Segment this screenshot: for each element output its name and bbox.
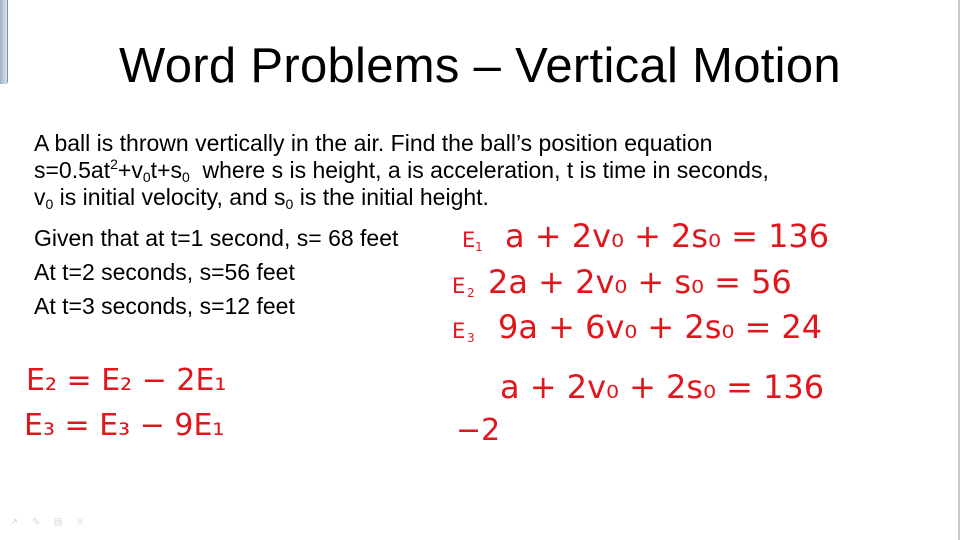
e3-subscript: 3 xyxy=(467,331,475,345)
pen-icon[interactable]: ✎ xyxy=(31,517,41,528)
v-symbol: v xyxy=(34,184,46,210)
problem-line-1: A ball is thrown vertically in the air. Find the ball’s position equation xyxy=(34,130,713,156)
exponent-2: 2 xyxy=(110,156,118,172)
variable-definitions: where s is height, a is acceleration, t is time in seconds, xyxy=(189,157,769,183)
subscript-0-s: 0 xyxy=(181,169,190,185)
slide-title: Word Problems – Vertical Motion xyxy=(119,39,841,93)
given-2: At t=2 seconds, s=56 feet xyxy=(34,259,295,285)
position-equation-part-2: +v xyxy=(117,157,143,183)
arrow-icon[interactable]: ↗ xyxy=(9,517,19,528)
position-equation-part-3: t+s xyxy=(150,157,182,183)
equation-e3: 9a + 6v₀ + 2s₀ = 24 xyxy=(498,308,823,346)
given-1: Given that at t=1 second, s= 68 feet xyxy=(34,225,399,251)
menu-icon[interactable]: ≡ xyxy=(77,517,83,528)
equation-e2: 2a + 2v₀ + s₀ = 56 xyxy=(488,263,792,301)
slides-icon[interactable]: ▤ xyxy=(53,517,63,528)
work-equation: a + 2v₀ + 2s₀ = 136 xyxy=(500,368,825,406)
presentation-toolbar xyxy=(6,517,88,531)
row-operation-e3: E₃ = E₃ − 9E₁ xyxy=(24,408,225,443)
work-multiplier: −2 xyxy=(456,413,501,448)
equation-e1: a + 2v₀ + 2s₀ = 136 xyxy=(505,217,830,255)
subscript-0-s2: 0 xyxy=(285,196,294,212)
velocity-definition: is initial velocity, and s xyxy=(53,184,286,210)
e1-subscript: 1 xyxy=(475,240,483,254)
subscript-0-v: 0 xyxy=(142,169,151,185)
e2-subscript: 2 xyxy=(467,286,475,300)
height-definition: is the initial height. xyxy=(293,184,489,210)
position-equation-part-1: s=0.5at xyxy=(34,157,111,183)
row-operation-e2: E₂ = E₂ − 2E₁ xyxy=(26,363,227,398)
e3-label: E xyxy=(452,319,466,343)
given-3: At t=3 seconds, s=12 feet xyxy=(34,293,295,319)
e1-label: E xyxy=(462,228,476,252)
e2-label: E xyxy=(452,274,466,298)
subscript-0-v2: 0 xyxy=(45,196,54,212)
